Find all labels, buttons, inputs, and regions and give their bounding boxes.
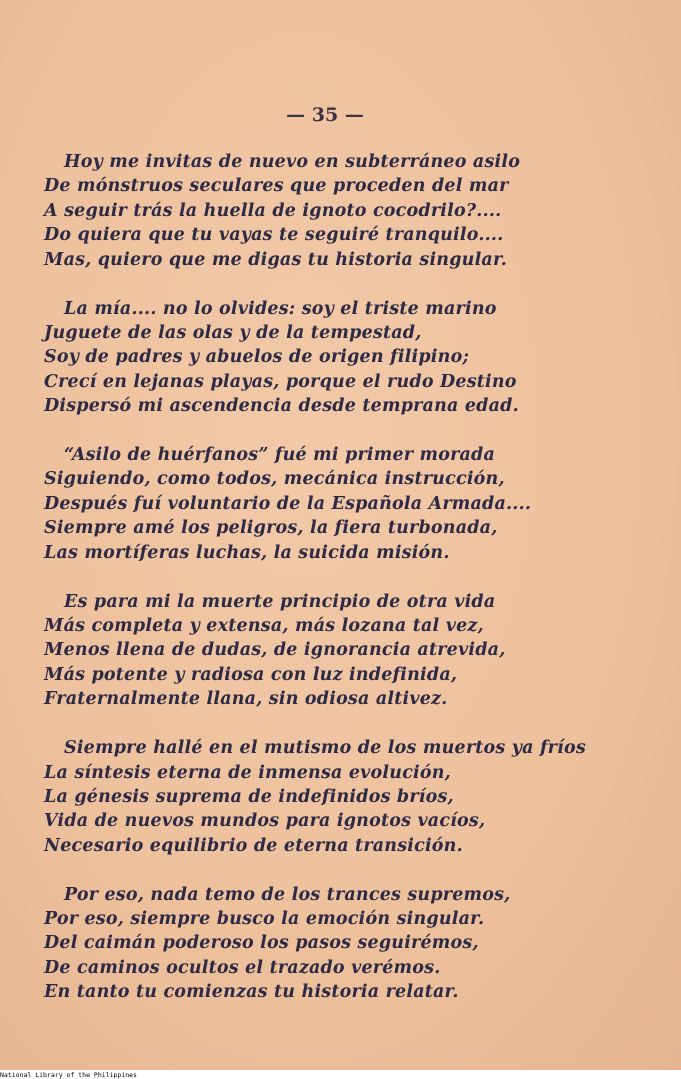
stanza-3 (44, 443, 644, 565)
verse-line: De caminos ocultos el trazado verémos. (44, 957, 441, 978)
verse-line: Vida de nuevos mundos para ignotos vacíos, (44, 811, 486, 832)
poem (44, 150, 644, 1029)
verse-line: La síntesis eterna de inmensa evolución, (44, 762, 451, 783)
verse-line: Juguete de las olas y de la tempestad, (44, 322, 422, 343)
verse-line: Menos llena de dudas, de ignorancia atrevida, (44, 640, 506, 661)
verse-line: De mónstruos seculares que proceden del mar (44, 176, 509, 197)
verse-line: Do quiera que tu vayas te seguiré tranquilo.... (44, 225, 504, 246)
library-credit: National Library of the Philippines (0, 1071, 137, 1079)
verse-line: Fraternalmente llana, sin odiosa altivez. (44, 689, 448, 710)
verse-line: La mía.... no lo olvides: soy el triste marino (64, 298, 497, 319)
stanza-5 (44, 736, 644, 858)
verse-line: Del caimán poderoso los pasos seguirémos, (44, 933, 479, 954)
stanza-6 (44, 883, 644, 1005)
verse-line: Las mortíferas luchas, la suicida misión. (44, 542, 450, 563)
verse-line: Más potente y radiosa con luz indefinida, (44, 664, 458, 685)
verse-line: Siempre amé los peligros, la fiera turbonada, (44, 518, 498, 539)
verse-line: Por eso, siempre busco la emoción singular. (44, 909, 485, 930)
verse-line: Más completa y extensa, más lozana tal vez, (44, 616, 484, 636)
verse-line: Es para mi la muerte principio de otra vida (64, 591, 496, 612)
verse-line: Dispersó mi ascendencia desde temprana edad. (44, 396, 519, 417)
verse-line: Soy de padres y abuelos de origen filipino; (44, 347, 470, 368)
verse-line: Crecí en lejanas playas, porque el rudo Destino (44, 371, 517, 392)
verse-line: Necesario equilibrio de eterna transición. (44, 835, 463, 856)
stanza-4 (44, 590, 644, 712)
verse-line: En tanto tu comienzas tu historia relatar. (44, 982, 459, 1003)
verse-line: La génesis suprema de indefinidos bríos, (44, 786, 454, 807)
verse-line: Mas, quiero que me digas tu historia singular. (44, 249, 508, 270)
stanza-2 (44, 297, 644, 419)
verse-line: Siempre hallé en el mutismo de los muertos ya fríos (64, 738, 586, 759)
verse-line: Después fuí voluntario de la Española Armada.... (44, 493, 532, 514)
verse-line: Hoy me invitas de nuevo en subterráneo asilo (64, 152, 521, 172)
verse-line: Siguiendo, como todos, mecánica instrucción, (44, 469, 505, 490)
verse-line: Por eso, nada temo de los trances supremos, (64, 884, 511, 905)
page-number: — 35 — (286, 104, 364, 126)
stanza-1 (44, 150, 644, 272)
verse-line: “Asilo de huérfanos” fué mi primer morada (64, 445, 496, 466)
verse-line: A seguir trás la huella de ignoto cocodrilo?.... (44, 200, 502, 221)
